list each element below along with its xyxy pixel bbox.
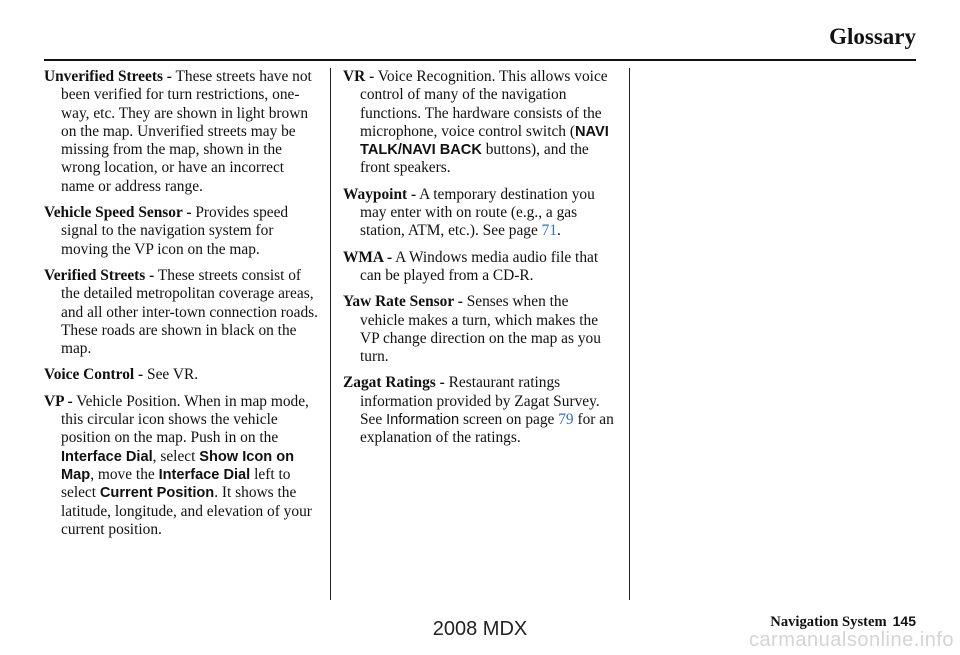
definition: A temporary destination you may enter with on route (e.g., a gas station, ATM, etc.). See page — [360, 185, 595, 240]
control-current-position: Current Position — [99, 485, 215, 502]
screen-name-information: Information — [386, 412, 460, 429]
column-divider — [629, 68, 630, 600]
footer-section: Navigation System — [770, 614, 887, 630]
term: Zagat Ratings - — [343, 374, 445, 392]
term: VR - — [343, 68, 375, 85]
term: Waypoint - — [343, 185, 417, 203]
term: VP - — [44, 392, 73, 410]
control-navi-talk: NAVI TALK — [360, 123, 609, 159]
entry-vp — [44, 393, 320, 539]
page-title: Glossary — [829, 24, 916, 49]
definition: left to select — [61, 465, 291, 502]
definition: Voice Recognition. This allows voice control of many of the navigation functions. The hardware consists of the microphone, voice control switch ( — [360, 68, 608, 140]
page-number: 145 — [892, 613, 916, 629]
entry-yaw-rate-sensor — [343, 293, 615, 366]
control-navi-back: NAVI BACK — [401, 142, 482, 159]
title-rule — [44, 59, 916, 61]
definition: . It shows the latitude, longitude, and elevation of your current position. — [61, 484, 312, 538]
definition: Senses when the vehicle makes a turn, which makes the VP change direction on the map as you turn. — [360, 293, 601, 366]
entry-vr — [343, 68, 615, 178]
control-show-icon-on-map: Show Icon on Map — [61, 448, 295, 483]
page-link-79[interactable]: 79 — [558, 411, 574, 429]
definition: . — [557, 222, 561, 240]
entry-wma — [343, 249, 615, 286]
entry-vehicle-speed-sensor — [44, 204, 320, 259]
term: Unverified Streets - — [44, 68, 172, 85]
definition: Provides speed signal to the navigation system for moving the VP icon on the map. — [61, 204, 289, 258]
definition: See VR. — [143, 366, 199, 384]
definition: Vehicle Position. When in map mode, this circular icon shows the vehicle position on the map. Push in on the — [61, 392, 309, 447]
page-link-71[interactable]: 71 — [541, 222, 558, 240]
definition: A Windows media audio file that can be played from a CD-R. — [360, 248, 599, 284]
glossary-column-middle — [343, 68, 615, 456]
definition: These streets consist of the detailed metropolitan coverage areas, and all other inter-town connection roads. These roads are shown in black on the map. — [61, 266, 318, 358]
definition: These streets have not been verified for turn restrictions, one-way, etc. They are shown in light brown on the map. Unverified streets may be missing from the map, shown in the wrong location, or have an incorrect name or address range. — [61, 68, 312, 195]
control-interface-dial: Interface Dial — [61, 448, 153, 465]
separator: / — [397, 142, 402, 159]
term: WMA - — [343, 248, 393, 266]
entry-zagat-ratings — [343, 374, 615, 447]
entry-voice-control — [44, 366, 320, 384]
term: Verified Streets - — [44, 266, 155, 284]
entry-unverified-streets — [44, 68, 320, 196]
definition: , move the — [90, 465, 159, 483]
definition: for an explanation of the ratings. — [360, 411, 614, 447]
definition: screen on page — [459, 411, 559, 429]
model-label: 2008 MDX — [432, 618, 528, 640]
definition: , select — [152, 447, 200, 465]
watermark: carmanualsonline.info — [748, 629, 954, 651]
definition: buttons), and the front speakers. — [360, 141, 589, 177]
term: Yaw Rate Sensor - — [343, 293, 463, 311]
column-divider — [330, 68, 331, 600]
definition: Restaurant ratings information provided by Zagat Survey. See — [360, 374, 600, 429]
entry-verified-streets — [44, 267, 320, 358]
control-interface-dial: Interface Dial — [158, 466, 251, 483]
entry-waypoint — [343, 186, 615, 241]
glossary-column-left — [44, 68, 320, 547]
term: Voice Control - — [44, 366, 144, 384]
term: Vehicle Speed Sensor - — [44, 204, 192, 222]
